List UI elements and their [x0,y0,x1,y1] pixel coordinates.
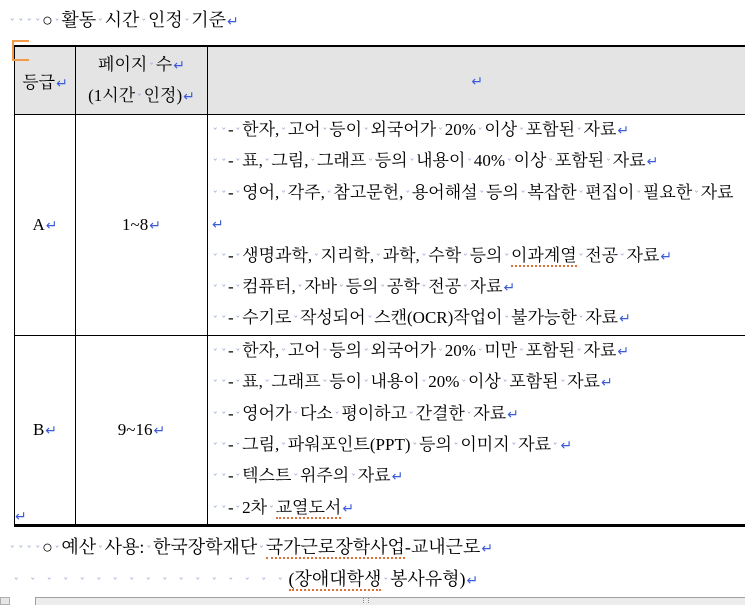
space-mark: ˇ [577,306,586,335]
space-mark: ˇ [381,576,390,589]
space-mark: ˇ [465,402,474,431]
space-mark: ˇ [263,370,272,399]
space-mark: ˇ [618,244,627,273]
space-mark: ˇ [96,544,105,557]
space-mark: ˇ [692,181,701,210]
space-mark: ˇ [147,53,156,82]
space-mark: ˇ [211,496,220,525]
page-title[interactable]: ˇ ˇ ˇ ˇ○ ˇ활동 ˇ시간 ˇ인정 ˇ기준↵ [8,6,239,32]
spellcheck-underline: (장애대학생 [289,569,382,591]
space-mark: ˇ [604,149,613,178]
space-mark: ˇ [234,402,243,431]
space-mark: ˇ [220,244,229,273]
space-mark: ˇ [8,576,25,589]
space-mark: ˇ [96,17,105,30]
scrollbar-center-tick-icon [363,598,369,603]
space-mark: ˇ [220,306,229,335]
space-mark: ˇ [58,576,75,589]
paragraph-mark-icon: ↵ [471,74,483,90]
space-mark: ˇ [234,275,243,304]
space-mark: ˇ [223,576,240,589]
criteria-line[interactable]: ˇ ˇ- ˇ표, ˇ그래프 ˇ등이 ˇ내용이 ˇ20% ˇ이상 ˇ포함된 ˇ자료↵ [211,367,745,398]
space-mark: ˇ [461,275,470,304]
pages-cell[interactable]: 1~8↵ [76,115,208,336]
space-mark: ˇ [25,576,42,589]
space-mark: ˇ [420,370,429,399]
space-mark: ˇ [408,149,417,178]
header-pages-line1: 페이지 ˇ수↵ [77,50,206,81]
criteria-cell[interactable] [208,335,745,525]
space-mark: ˇ [144,544,153,557]
space-mark: ˇ [211,275,220,304]
space-mark: ˇ [476,118,485,147]
space-mark: ˇ [420,244,429,273]
table-body [15,115,745,526]
paragraph-mark-icon: ↵ [46,218,58,234]
paragraph-mark-icon: ↵ [561,438,573,454]
space-mark: ˇ [220,275,229,304]
space-mark: ˇ [366,306,375,335]
space-mark: ˇ [517,339,526,368]
space-mark: ˇ [211,149,220,178]
space-mark: ˇ [321,370,330,399]
table-row [15,335,745,525]
spellcheck-underline: 국가근로장학사업 [266,537,405,559]
space-mark: ˇ [634,181,643,210]
paragraph-mark-icon: ↵ [481,541,493,557]
grade-cell[interactable]: B↵ [15,335,76,525]
space-mark: ˇ [337,275,346,304]
criteria-line[interactable]: ˇ ˇ- ˇ그림, ˇ파워포인트(PPT) ˇ등의 ˇ이미지 ˇ자료 ˇ ↵ [211,430,745,461]
paragraph-mark-icon: ↵ [212,217,224,233]
space-mark: ˇ [135,84,144,113]
header-pages-line2: (1시간 ˇ인정)↵ [77,81,206,112]
space-mark: ˇ [211,181,220,210]
space-mark: ˇ [279,339,288,368]
header-cell-pages[interactable] [76,46,208,115]
space-mark: ˇ [17,544,26,557]
space-mark: ˇ [362,118,371,147]
space-mark: ˇ [220,118,229,147]
space-mark: ˇ [333,402,342,431]
space-mark: ˇ [41,576,58,589]
criteria-line[interactable]: ˇ ˇ- ˇ수기로 ˇ작성되어 ˇ스캔(OCR)작업이 ˇ불가능한 ˇ자료↵ [211,303,745,334]
space-mark: ˇ [411,433,420,462]
space-mark: ˇ [234,118,243,147]
space-mark: ˇ [461,244,470,273]
space-mark: ˇ [436,339,445,368]
space-mark: ˇ [362,339,371,368]
program-type-line[interactable]: ˇ ˇ ˇ ˇ ˇ ˇ ˇ ˇ ˇ ˇ ˇ ˇ ˇ ˇ ˇ ˇ ˇ (장애대학생 ˇ봉사유형)↵ [8,565,478,591]
space-mark: ˇ [34,17,43,30]
space-mark: ˇ [234,496,243,525]
space-mark: ˇ [17,17,26,30]
table-header-row [15,46,745,115]
space-mark: ˇ [220,433,229,462]
paragraph-mark-icon: ↵ [183,89,195,105]
paragraph-mark-icon: ↵ [619,311,631,327]
space-mark: ˇ [211,402,220,431]
space-mark: ˇ [220,402,229,431]
space-mark: ˇ [476,339,485,368]
space-mark: ˇ [256,576,273,589]
activity-criteria-table [14,45,745,527]
space-mark: ˇ [296,275,305,304]
space-mark: ˇ [575,118,584,147]
budget-usage-line[interactable]: ˇ ˇ ˇ ˇ○ ˇ예산 ˇ사용: ˇ한국장학재단 ˇ국가근로장학사업-교내근로↵ [8,533,493,559]
space-mark: ˇ [551,433,560,462]
space-mark: ˇ [436,118,445,147]
bookmark-bracket-icon [12,40,29,61]
space-mark: ˇ [291,464,300,493]
paragraph-mark-icon: ↵ [660,249,672,265]
criteria-line[interactable]: ˇ ˇ- ˇ한자, ˇ고어 ˇ등의 ˇ외국어가 ˇ20% ˇ미만 ˇ포함된 ˇ자료↵ [211,336,745,367]
space-mark: ˇ [577,181,586,210]
space-mark: ˇ [312,244,321,273]
space-mark: ˇ [157,576,174,589]
space-mark: ˇ [53,544,62,557]
space-mark: ˇ [211,464,220,493]
space-mark: ˇ [139,17,148,30]
criteria-line[interactable]: ˇ ˇ- ˇ컴퓨터, ˇ자바 ˇ등의 ˇ공학 ˇ전공 ˇ자료↵ [211,272,745,303]
space-mark: ˇ [211,339,220,368]
space-mark: ˇ [465,149,474,178]
space-mark: ˇ [279,118,288,147]
paragraph-mark-icon: ↵ [617,344,629,360]
space-mark: ˇ [510,433,519,462]
space-mark: ˇ [501,370,510,399]
empty-paragraph[interactable] [14,508,27,526]
criteria-line[interactable]: ˇ ˇ- ˇ한자, ˇ고어 ˇ등이 ˇ외국어가 ˇ20% ˇ이상 ˇ포함된 ˇ자료↵ [211,115,745,146]
paragraph-mark-icon: ↵ [466,573,478,589]
paragraph-mark-icon: ↵ [173,58,185,74]
header-cell-grade[interactable]: 등급↵ [15,46,76,115]
paragraph-mark-icon: ↵ [56,76,68,92]
space-mark: ˇ [140,576,157,589]
paragraph-mark-icon: ↵ [392,469,404,485]
space-mark: ˇ [505,149,514,178]
space-mark: ˇ [8,544,17,557]
space-mark: ˇ [272,576,289,589]
criteria-cell[interactable] [208,115,745,336]
space-mark: ˇ [577,244,586,273]
space-mark: ˇ [107,576,124,589]
criteria-line[interactable]: ˇ ˇ- ˇ영어, ˇ각주, ˇ참고문헌, ˇ용어해설 ˇ등의 ˇ복잡한 ˇ편집이 ˇ필요한 ˇ자료↵ [211,178,745,241]
space-mark: ˇ [220,464,229,493]
space-mark: ˇ [211,306,220,335]
header-cell-criteria[interactable] [208,46,745,115]
space-mark: ˇ [459,370,468,399]
space-mark: ˇ [220,496,229,525]
space-mark: ˇ [220,181,229,210]
space-mark: ˇ [53,17,62,30]
space-mark: ˇ [234,464,243,493]
space-mark: ˇ [403,181,412,210]
criteria-line[interactable]: ˇ ˇ- ˇ생명과학, ˇ지리학, ˇ과학, ˇ수학 ˇ등의 ˇ이과계열 ˇ전공 ˇ자료↵ [211,241,745,272]
paragraph-mark-icon: ↵ [153,423,165,439]
space-mark: ˇ [234,149,243,178]
paragraph-mark-icon: ↵ [504,280,516,296]
criteria-line[interactable]: ˇ ˇ- ˇ텍스트 ˇ위주의 ˇ자료↵ [211,461,745,492]
space-mark: ˇ [374,244,383,273]
space-mark: ˇ [362,370,371,399]
paragraph-mark-icon: ↵ [342,501,354,517]
space-mark: ˇ [220,339,229,368]
paragraph-mark-icon: ↵ [617,123,629,139]
paragraph-mark-icon: ↵ [647,154,659,170]
space-mark: ˇ [575,339,584,368]
space-mark: ˇ [321,118,330,147]
space-mark: ˇ [234,306,243,335]
space-mark: ˇ [291,402,300,431]
space-mark: ˇ [502,244,511,273]
table-row [15,115,745,336]
space-mark: ˇ [519,181,528,210]
paragraph-mark-icon: ↵ [601,375,613,391]
space-mark: ˇ [234,181,243,210]
paragraph-mark-icon: ↵ [15,509,27,525]
space-mark: ˇ [378,275,387,304]
paragraph-mark-icon: ↵ [227,14,239,30]
space-mark: ˇ [478,181,487,210]
space-mark: ˇ [220,370,229,399]
space-mark: ˇ [34,544,43,557]
space-mark: ˇ [25,17,34,30]
space-mark: ˇ [420,275,429,304]
space-mark: ˇ [211,433,220,462]
space-mark: ˇ [349,464,358,493]
space-mark: ˇ [325,181,334,210]
space-mark: ˇ [239,576,256,589]
space-mark: ˇ [452,433,461,462]
space-mark: ˇ [257,544,266,557]
criteria-line[interactable]: ˇ ˇ- ˇ2차 ˇ교열도서↵ [211,493,745,524]
space-mark: ˇ [91,576,108,589]
space-mark: ˇ [234,433,243,462]
paragraph-mark-icon: ↵ [507,407,519,423]
spellcheck-underline: 이과계열 [511,246,577,267]
space-mark: ˇ [124,576,141,589]
criteria-line[interactable]: ˇ ˇ- ˇ영어가 ˇ다소 ˇ평이하고 ˇ간결한 ˇ자료↵ [211,399,745,430]
space-mark: ˇ [308,149,317,178]
space-mark: ˇ [183,17,192,30]
space-mark: ˇ [234,244,243,273]
space-mark: ˇ [190,576,207,589]
space-mark: ˇ [25,544,34,557]
space-mark: ˇ [211,118,220,147]
paragraph-mark-icon: ↵ [45,423,57,439]
space-mark: ˇ [279,181,288,210]
space-mark: ˇ [263,149,272,178]
space-mark: ˇ [407,402,416,431]
space-mark: ˇ [559,370,568,399]
pages-cell[interactable]: 9~16↵ [76,335,208,525]
space-mark: ˇ [173,576,190,589]
paragraph-mark-icon: ↵ [149,218,161,234]
space-mark: ˇ [267,496,276,525]
space-mark: ˇ [211,244,220,273]
criteria-line[interactable]: ˇ ˇ- ˇ표, ˇ그림, ˇ그래프 ˇ등의 ˇ내용이 ˇ40% ˇ이상 ˇ포함된 ˇ자료↵ [211,146,745,177]
space-mark: ˇ [503,306,512,335]
space-mark: ˇ [74,576,91,589]
space-mark: ˇ [321,339,330,368]
space-mark: ˇ [211,370,220,399]
space-mark: ˇ [279,433,288,462]
space-mark: ˇ [8,17,17,30]
space-mark: ˇ [366,149,375,178]
grade-cell[interactable]: A↵ [15,115,76,336]
space-mark: ˇ [517,118,526,147]
space-mark: ˇ [546,149,555,178]
spellcheck-underline: 교열도서 [276,498,342,519]
space-mark: ˇ [206,576,223,589]
space-mark: ˇ [234,370,243,399]
space-mark: ˇ [220,149,229,178]
space-mark: ˇ [234,339,243,368]
space-mark: ˇ [291,306,300,335]
